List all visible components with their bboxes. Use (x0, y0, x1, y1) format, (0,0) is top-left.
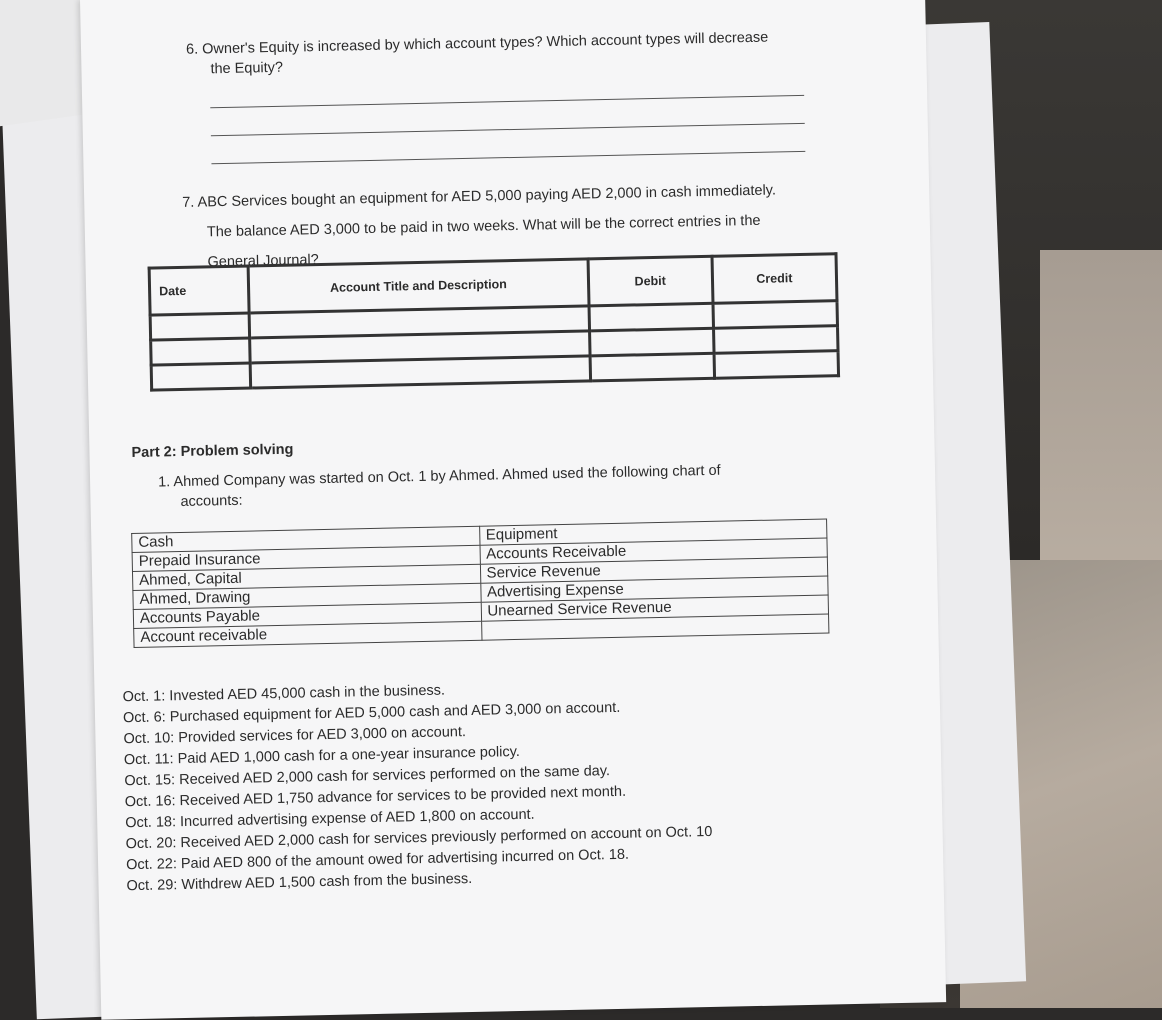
coa-left-cell: Ahmed, Drawing (133, 583, 481, 609)
transaction-item: Oct. 22: Paid AED 800 of the amount owed for advertising incurred on Oct. 18. (125, 846, 630, 874)
journal-cell[interactable] (589, 328, 714, 356)
worksheet-page (80, 0, 946, 1020)
answer-line-3[interactable] (211, 151, 805, 164)
header-credit: Credit (712, 254, 837, 304)
journal-cell[interactable] (714, 351, 839, 379)
transaction-item: Oct. 6: Purchased equipment for AED 5,000 cash and AED 3,000 on account. (122, 699, 621, 727)
coa-right-cell: Service Revenue (480, 557, 828, 583)
question-7-line3: General Journal? (207, 252, 319, 271)
chart-of-accounts-table (131, 518, 829, 648)
transaction-item: Oct. 29: Withdrew AED 1,500 cash from the business. (126, 870, 473, 895)
transaction-item: Oct. 18: Incurred advertising expense of AED 1,800 on account. (125, 806, 535, 832)
answer-line-1[interactable] (210, 95, 804, 108)
question-6-line1: 6. Owner's Equity is increased by which account types? Which account types will decrease (185, 29, 769, 58)
question-7-line1: 7. ABC Services bought an equipment for AED 5,000 paying AED 2,000 in cash immediately. (182, 182, 777, 211)
part-2-intro-line2: accounts: (180, 493, 243, 511)
transaction-item: Oct. 1: Invested AED 45,000 cash in the business. (122, 682, 446, 706)
journal-cell[interactable] (713, 301, 838, 329)
transaction-item: Oct. 11: Paid AED 1,000 cash for a one-year insurance policy. (123, 743, 521, 769)
header-debit: Debit (588, 256, 713, 306)
coa-right-cell: Advertising Expense (480, 576, 828, 602)
answer-line-2[interactable] (211, 123, 805, 136)
question-6 (186, 28, 769, 81)
journal-cell[interactable] (151, 338, 251, 365)
coa-left-cell: Accounts Payable (133, 602, 481, 628)
question-6-line2: the Equity? (210, 60, 284, 78)
journal-cell[interactable] (590, 353, 715, 381)
journal-cell[interactable] (150, 313, 250, 340)
coa-left-cell: Account receivable (134, 621, 482, 647)
transaction-item: Oct. 10: Provided services for AED 3,000 on account. (123, 724, 467, 748)
part-2-intro-line1: 1. Ahmed Company was started on Oct. 1 by Ahmed. Ahmed used the following chart of (157, 462, 721, 491)
header-account-title: Account Title and Description (248, 259, 588, 313)
journal-cell[interactable] (713, 326, 838, 354)
general-journal-table (148, 252, 840, 391)
part-2-question-1 (158, 461, 721, 513)
header-date: Date (149, 266, 249, 315)
coa-right-cell: Equipment (479, 519, 827, 545)
carpet-background (1040, 250, 1162, 570)
transaction-item: Oct. 20: Received AED 2,000 cash for services previously performed on account on Oct. 10 (125, 823, 713, 853)
transaction-item: Oct. 15: Received AED 2,000 cash for services performed on the same day. (124, 763, 611, 790)
journal-cell[interactable] (151, 363, 251, 390)
coa-left-cell: Cash (132, 526, 480, 552)
coa-left-cell: Ahmed, Capital (132, 564, 480, 590)
part-2-heading: Part 2: Problem solving (131, 441, 294, 462)
journal-cell[interactable] (589, 303, 714, 331)
transaction-item: Oct. 16: Received AED 1,750 advance for services to be provided next month. (124, 783, 627, 811)
coa-left-cell: Prepaid Insurance (132, 545, 480, 571)
coa-right-cell: Unearned Service Revenue (481, 595, 829, 621)
coa-right-cell: Accounts Receivable (480, 538, 828, 564)
question-7-line2: The balance AED 3,000 to be paid in two weeks. What will be the correct entries in the (206, 212, 761, 241)
